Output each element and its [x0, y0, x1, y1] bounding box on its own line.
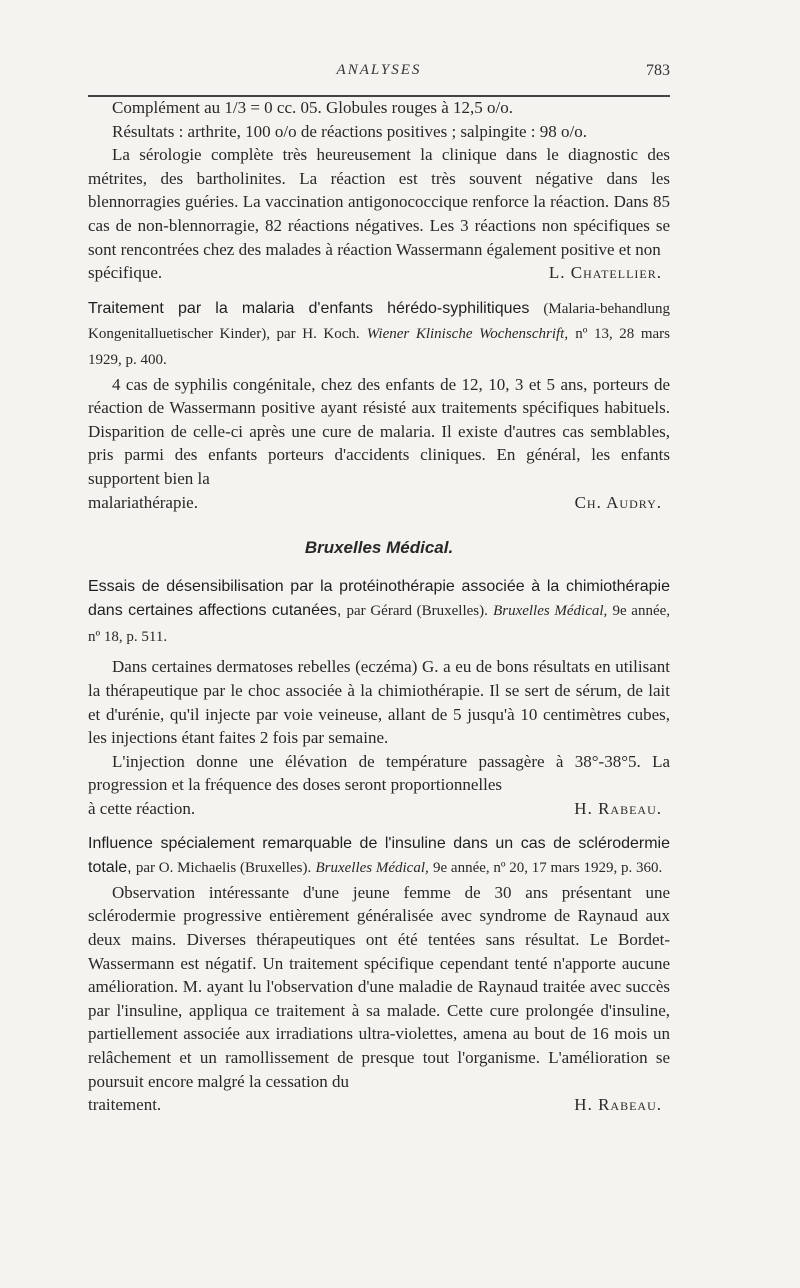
article-2-ref-a: (Malaria-behandlung Kongenitalluetischer Kinder), par H. Koch. [88, 300, 671, 343]
article-3-paragraph-1: Dans certaines dermatoses rebelles (eczéma) G. a eu de bons résultats en utilisant la thérapeutique par le choc associée à la chimiothérapie. Il se sert de sérum, de lait et d'urénie, qu'il injecte par voie veineuse, allant de 5 jusqu'à 10 centimètres cubes, les injections étant faites 2 fois par semaine. [88, 657, 670, 748]
article-4-ref-b: 9e année, nº 20, 17 mars 1929, p. 360. [433, 860, 663, 877]
section-heading: Bruxelles Médical. [304, 538, 454, 558]
article-3-signature-line [88, 797, 670, 821]
article-1-line-2: Résultats : arthrite, 100 o/o de réactions positives ; salpingite : 98 o/o. [112, 121, 587, 141]
article-1-line-1: Complément au 1/3 = 0 cc. 05. Globules rouges à 12,5 o/o. [112, 98, 513, 117]
article-4-author: H. Rabeau. [574, 1095, 662, 1115]
article-4-title: Influence spécialement remarquable de l'insuline dans un cas de sclérodermie totale, [88, 834, 670, 877]
article-3-author: H. Rabeau. [574, 799, 662, 819]
page-header [88, 62, 670, 92]
article-2-journal: Wiener Klinische Wochenschrift, [366, 326, 569, 343]
article-1-author: L. Chatellier. [548, 263, 662, 283]
article-3-ref-a: par Gérard (Bruxelles). [346, 603, 488, 620]
article-2 [88, 296, 670, 514]
article-2-author: Ch. Audry. [574, 492, 662, 512]
article-3-heading [88, 574, 670, 650]
article-3-last-line: à cette réaction. [88, 799, 196, 819]
article-2-last-line: malariathérapie. [88, 492, 198, 512]
running-title: ANALYSES [336, 62, 422, 78]
article-2-ref-b: nº 13, 28 mars 1929, p. 400. [88, 326, 671, 368]
article-4-signature-line [88, 1093, 670, 1117]
article-3 [88, 574, 670, 821]
article-1-last-line: spécifique. [88, 263, 163, 283]
article-4 [88, 831, 670, 1117]
article-4-last-line: traitement. [88, 1095, 162, 1115]
article-3-title: Essais de désensibilisation par la protéinothérapie associée à la chimiothérapie dans certaines affections cutanées, [88, 577, 670, 620]
page-body [88, 96, 670, 1117]
article-2-title: Traitement par la malaria d'enfants hérédo-syphilitiques [88, 299, 530, 317]
article-1-paragraph: La sérologie complète très heureusement la clinique dans le diagnostic des métrites, des bartholinites. La réaction est très souvent négative dans les blennorragies guéries. La vaccination antigonococcique renforce la réaction. Dans 85 cas de non-blennorragie, 82 réactions négatives. Les 3 réactions non spécifiques se sont rencontrées chez des malades à réaction Wassermann également positive et non [88, 145, 670, 259]
article-4-heading [88, 831, 670, 881]
article-3-ref-b: 9e année, nº 18, p. 511. [88, 603, 671, 645]
article-1 [88, 96, 670, 285]
article-2-heading [88, 296, 670, 373]
article-4-ref-a: par O. Michaelis (Bruxelles). [135, 860, 312, 877]
article-1-signature-line [88, 261, 670, 285]
article-4-paragraph: Observation intéressante d'une jeune femme de 30 ans présentant une sclérodermie progressive entièrement généralisée avec syndrome de Raynaud aux deux mains. Diverses thérapeutiques ont été tentées sans résultat. Le Bordet-Wassermann est négatif. Un traitement spécifique cependant tenté n'apporte aucune amélioration. M. ayant lu l'observation d'une maladie de Raynaud traitée avec succès par l'insuline, appliqua ce traitement à sa malade. Cette cure prolongée d'insuline, partiellement associée aux irradiations ultra-violettes, amena au bout de 16 mois un relâchement et un ramollissement de presque tout l'organisme. L'amélioration se poursuit encore malgré la cessation du [88, 882, 670, 1091]
article-4-journal: Bruxelles Médical, [315, 860, 429, 877]
article-2-signature-line [88, 491, 670, 515]
page-number: 783 [646, 62, 670, 79]
article-3-journal: Bruxelles Médical, [493, 603, 608, 620]
article-3-paragraph-2: L'injection donne une élévation de température passagère à 38°-38°5. La progression et la fréquence des doses seront proportionnelles [88, 751, 670, 795]
article-2-paragraph: 4 cas de syphilis congénitale, chez des enfants de 12, 10, 3 et 5 ans, porteurs de réaction de Wassermann positive ayant résisté aux traitements spécifiques habituels. Disparition de celle-ci après une cure de malaria. Il existe d'autres cas semblables, pris parmi des enfants porteurs d'accidents cliniques. En général, les enfants supportent bien la [88, 374, 670, 488]
